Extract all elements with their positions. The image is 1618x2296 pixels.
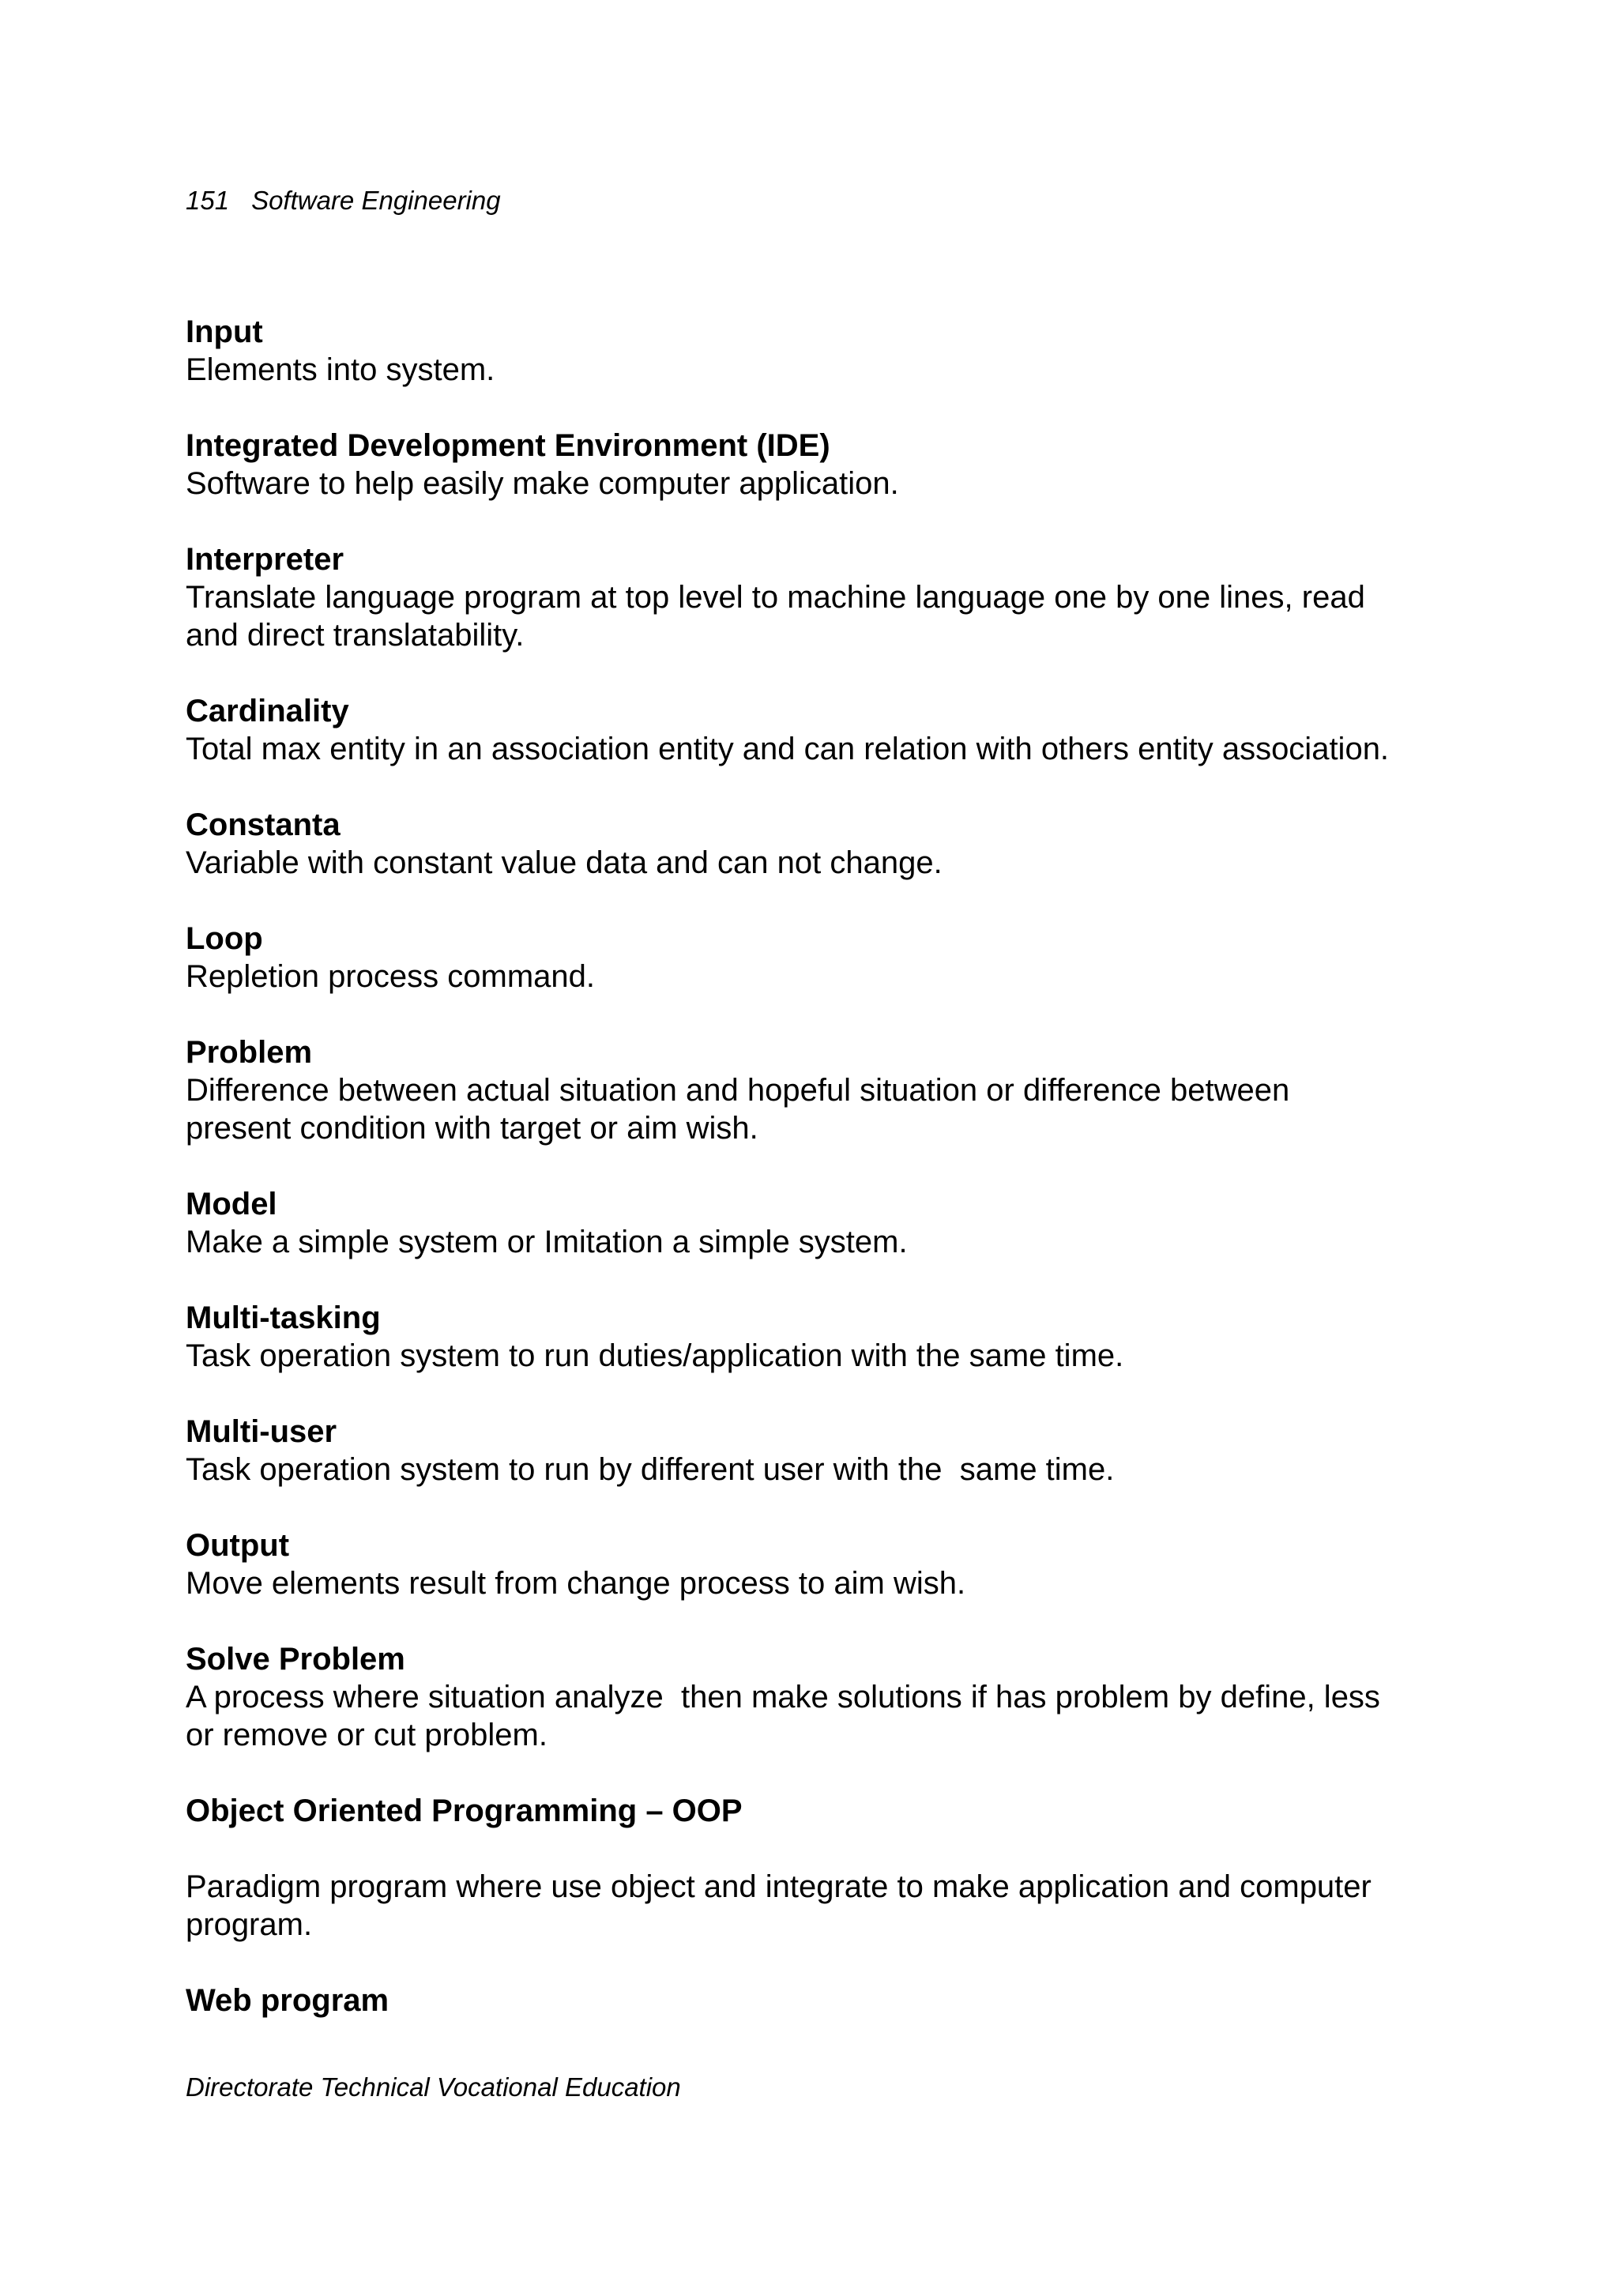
glossary-list bbox=[186, 313, 1450, 2057]
glossary-definition: Software to help easily make computer application. bbox=[186, 466, 899, 501]
glossary-term: Constanta bbox=[186, 807, 341, 842]
glossary-term: Input bbox=[186, 314, 263, 349]
glossary-term: Multi-user bbox=[186, 1414, 337, 1449]
glossary-term: Cardinality bbox=[186, 694, 349, 728]
glossary-entry-constanta bbox=[186, 806, 1450, 882]
glossary-entry-web-program bbox=[186, 1982, 1450, 2019]
glossary-definition: Make a simple system or Imitation a simple system. bbox=[186, 1225, 908, 1259]
glossary-definition: Task operation system to run duties/application with the same time. bbox=[186, 1338, 1124, 1373]
page-number: 151 bbox=[186, 186, 230, 215]
glossary-term: Solve Problem bbox=[186, 1642, 405, 1677]
glossary-definition: Repletion process command. bbox=[186, 959, 596, 994]
glossary-entry-problem bbox=[186, 1033, 1450, 1147]
glossary-entry-interpreter bbox=[186, 540, 1450, 654]
glossary-entry-model bbox=[186, 1185, 1450, 1261]
page-header bbox=[186, 183, 501, 218]
glossary-definition: Translate language program at top level to machine language one by one lines, read and direct translatability. bbox=[186, 580, 1365, 653]
glossary-definition: Total max entity in an association entity and can relation with others entity association. bbox=[186, 732, 1390, 766]
glossary-term: Integrated Development Environment (IDE) bbox=[186, 428, 830, 463]
glossary-term: Model bbox=[186, 1187, 277, 1221]
glossary-definition: Move elements result from change process to aim wish. bbox=[186, 1566, 966, 1601]
glossary-entry-multi-user bbox=[186, 1413, 1450, 1489]
glossary-definition: Variable with constant value data and can not change. bbox=[186, 845, 943, 880]
page-footer: Directorate Technical Vocational Education bbox=[186, 2072, 681, 2102]
glossary-entry-input bbox=[186, 313, 1450, 389]
glossary-term: Web program bbox=[186, 1983, 389, 2018]
glossary-entry-solve-problem bbox=[186, 1640, 1450, 1754]
glossary-definition: Paradigm program where use object and integrate to make application and computer program. bbox=[186, 1869, 1372, 1942]
glossary-entry-multi-tasking bbox=[186, 1299, 1450, 1375]
glossary-definition: Task operation system to run by different user with the same time. bbox=[186, 1452, 1115, 1487]
glossary-entry-output bbox=[186, 1526, 1450, 1602]
glossary-term: Output bbox=[186, 1528, 290, 1563]
glossary-term: Loop bbox=[186, 921, 263, 956]
book-title: Software Engineering bbox=[251, 186, 501, 215]
glossary-entry-oop bbox=[186, 1792, 1450, 1944]
glossary-term: Multi-tasking bbox=[186, 1300, 381, 1335]
glossary-definition: Difference between actual situation and hopeful situation or difference between present condition with target or aim wish. bbox=[186, 1073, 1290, 1146]
glossary-definition: Elements into system. bbox=[186, 352, 495, 387]
glossary-term: Problem bbox=[186, 1035, 313, 1070]
glossary-term: Object Oriented Programming – OOP bbox=[186, 1794, 743, 1828]
glossary-term: Interpreter bbox=[186, 542, 344, 577]
glossary-definition: A process where situation analyze then make solutions if has problem by define, less or remove or cut problem. bbox=[186, 1680, 1380, 1752]
glossary-entry-loop bbox=[186, 920, 1450, 996]
glossary-entry-ide bbox=[186, 427, 1450, 502]
glossary-entry-cardinality bbox=[186, 692, 1450, 768]
